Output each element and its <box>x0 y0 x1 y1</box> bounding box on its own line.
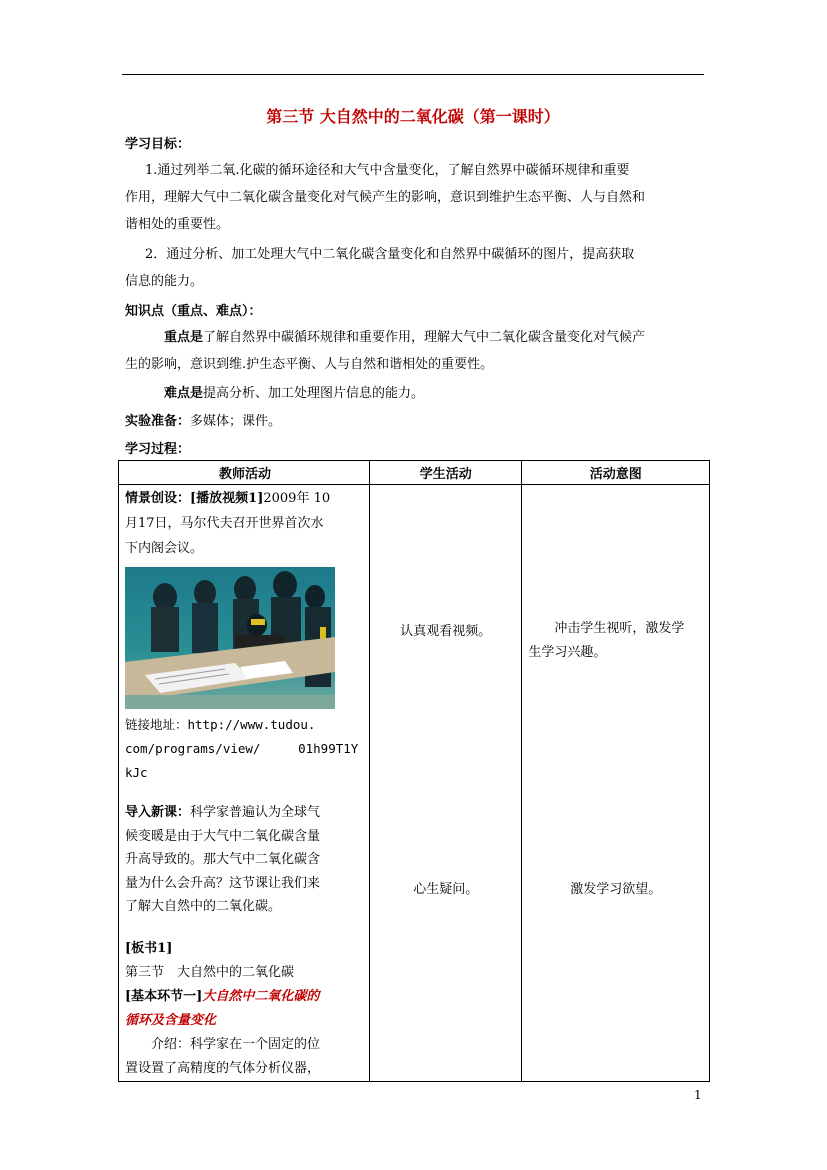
intro2-line-1: 介绍：科学家在一个固定的位 <box>151 1036 321 1052</box>
underwater-meeting-photo <box>125 567 335 709</box>
student-activity-2: 心生疑问。 <box>413 882 479 897</box>
intent-cell <box>522 485 710 1082</box>
header-teacher: 教师活动 <box>119 461 370 485</box>
intent-1-line-1: 冲击学生视听，激发学 <box>554 621 685 636</box>
zhongdian-line-1 <box>164 325 645 352</box>
header-student: 学生活动 <box>370 461 522 485</box>
basic-red-1: 大自然中二氧化碳的 <box>202 988 320 1004</box>
objective-1-line-3: 谐相处的重要性。 <box>125 217 230 232</box>
intro-label: 导入新课： <box>125 805 191 820</box>
scene-label: 情景创设：[播放视频1] <box>125 491 264 506</box>
header-rule <box>122 74 704 75</box>
board-label: [板书1] <box>125 940 173 956</box>
table-row <box>119 485 710 1082</box>
header-intent: 活动意图 <box>522 461 710 485</box>
zhongdian-label: 重点是 <box>164 330 204 345</box>
zhongdian-text-1: 了解自然界中碳循环规律和重要作用，理解大气中二氧化碳含量变化对气候产 <box>203 330 646 345</box>
nandian-label: 难点是 <box>164 386 204 401</box>
process-heading: 学习过程： <box>125 442 191 457</box>
intro-line-1: 科学家普遍认为全球气 <box>190 805 321 820</box>
scene-text-3: 下内阁会议。 <box>125 541 204 556</box>
intro-line-3: 升高导致的。那大气中二氧化碳含 <box>125 852 321 867</box>
intro2-line-2: 置设置了高精度的气体分析仪器， <box>125 1060 321 1076</box>
prep-text: 多媒体；课件。 <box>190 414 282 429</box>
link-line-1[interactable]: 链接地址：http://www.tudou. <box>125 717 316 732</box>
link-line-3[interactable]: kJc <box>125 765 148 780</box>
link-line-2[interactable]: com/programs/view/ 01h99T1Y <box>125 741 359 756</box>
page-title: 第三节 大自然中的二氧化碳（第一课时） <box>266 107 560 126</box>
intent-1 <box>528 617 684 665</box>
objectives-heading: 学习目标： <box>125 137 191 152</box>
prep-label: 实验准备： <box>125 414 191 429</box>
basic-red-2: 循环及含量变化 <box>125 1012 217 1028</box>
basic-label: [基本环节一] <box>125 988 203 1004</box>
nandian-text: 提高分析、加工处理图片信息的能力。 <box>203 386 425 401</box>
student-activity-1: 认真观看视频。 <box>400 624 492 639</box>
intent-2: 激发学习欲望。 <box>570 882 662 897</box>
intent-1-line-2: 生学习兴趣。 <box>528 645 607 660</box>
nandian-line <box>164 381 424 408</box>
objective-2-line-2: 信息的能力。 <box>125 274 204 289</box>
table-header-row <box>119 461 710 485</box>
intro-line-5: 了解大自然中的二氧化碳。 <box>125 899 282 914</box>
page-number: 1 <box>694 1088 702 1102</box>
intro-line-4: 量为什么会升高？这节课让我们来 <box>125 875 321 891</box>
objective-1-line-2: 作用，理解大气中二氧化碳含量变化对气候产生的影响，意识到维护生态平衡、人与自然和 <box>125 190 646 205</box>
student-cell <box>370 485 522 1082</box>
prep-line <box>125 409 281 436</box>
process-table <box>118 460 710 1082</box>
scene-text-1: 2009年 10 <box>263 491 331 506</box>
objective-1-line-1: 1.通过列举二氧.化碳的循环途径和大气中含量变化，了解自然界中碳循环规律和重要 <box>145 163 630 178</box>
objective-2-line-1: 2．通过分析、加工处理大气中二氧化碳含量变化和自然界中碳循环的图片，提高获取 <box>145 247 635 262</box>
teacher-cell <box>119 485 370 1082</box>
keypoints-heading: 知识点（重点、难点）： <box>125 304 262 319</box>
board-text: 第三节 大自然中的二氧化碳 <box>125 964 295 980</box>
zhongdian-line-2: 生的影响，意识到维.护生态平衡、人与自然和谐相处的重要性。 <box>125 357 494 372</box>
intro-line-2: 候变暖是由于大气中二氧化碳含量 <box>125 828 321 844</box>
scene-text-2: 月17日，马尔代夫召开世界首次水 <box>125 516 324 531</box>
